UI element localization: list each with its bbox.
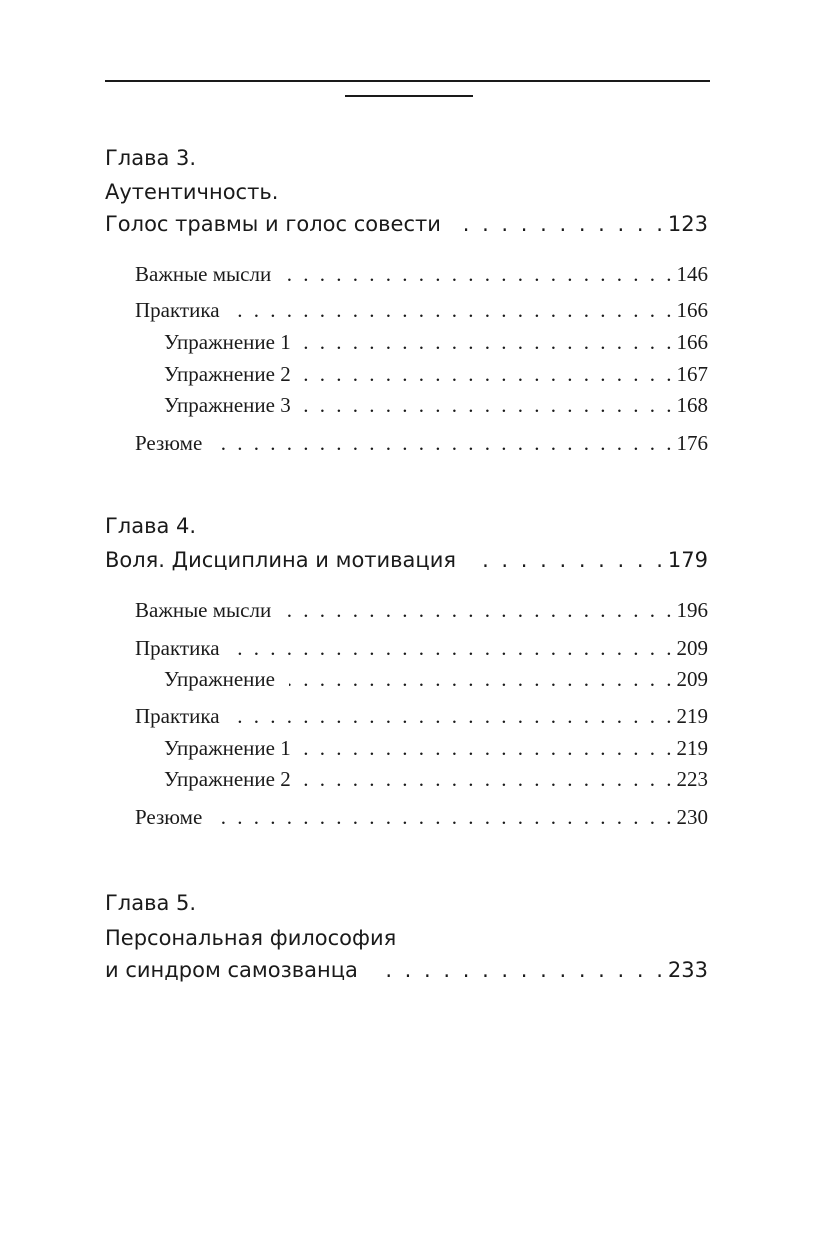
page-number: 167 — [676, 362, 708, 386]
page-number: 230 — [676, 805, 708, 829]
leader-dots — [216, 431, 674, 456]
toc-entry[interactable] — [105, 362, 708, 392]
leader-dots — [216, 805, 674, 830]
chapter-title-text: Воля. Дисциплина и мотивация — [105, 548, 456, 572]
page-number: 209 — [676, 667, 708, 691]
toc-entry-text: Упражнение 1 — [164, 330, 291, 354]
leader-dots — [297, 736, 675, 761]
leader-dots — [455, 212, 666, 236]
page-number: 176 — [676, 431, 708, 455]
header-rule — [105, 80, 710, 82]
toc-entry-text: Упражнение 3 — [164, 393, 291, 417]
chapter-5-label — [105, 891, 708, 921]
toc-entry[interactable] — [105, 393, 708, 423]
toc-entry[interactable] — [105, 262, 708, 292]
header-short-rule — [345, 95, 473, 97]
leader-dots — [289, 667, 675, 692]
toc-entry-text: Важные мысли — [135, 262, 272, 286]
page-number: 223 — [676, 767, 708, 791]
page-number: 123 — [667, 212, 708, 236]
page-number: 166 — [676, 298, 708, 322]
chapter-title-text: и синдром самозванца — [105, 958, 358, 982]
toc-entry[interactable] — [105, 704, 708, 734]
leader-dots — [297, 393, 675, 418]
page-number: 146 — [676, 262, 708, 286]
leader-dots — [297, 330, 675, 355]
toc-entry-text: Резюме — [135, 805, 203, 829]
toc-entry[interactable] — [105, 636, 708, 666]
toc-entry-chapter-5[interactable] — [105, 958, 708, 988]
leader-dots — [297, 767, 675, 792]
leader-dots — [226, 298, 675, 323]
chapter-4-label — [105, 514, 708, 544]
toc-entry-text: Практика — [135, 298, 220, 322]
toc-entry[interactable] — [105, 736, 708, 766]
toc-entry-chapter-4[interactable] — [105, 548, 708, 578]
chapter-title-text: Аутентичность. — [105, 180, 279, 204]
page-number: 166 — [676, 330, 708, 354]
chapter-title-text: Персональная философия — [105, 926, 397, 950]
toc-entry-text: Упражнение — [164, 667, 275, 691]
leader-dots — [470, 548, 666, 572]
page-number: 168 — [676, 393, 708, 417]
leader-dots — [372, 958, 666, 982]
toc-entry[interactable] — [105, 667, 708, 697]
chapter-label-text: Глава 5. — [105, 891, 197, 915]
leader-dots — [277, 262, 674, 287]
chapter-label-text: Глава 3. — [105, 146, 197, 170]
toc-entry-chapter-3[interactable] — [105, 212, 708, 242]
page-number: 179 — [667, 548, 708, 572]
page-number: 209 — [676, 636, 708, 660]
toc-entry-text: Важные мысли — [135, 598, 272, 622]
toc-entry[interactable] — [105, 330, 708, 360]
page-number: 219 — [676, 704, 708, 728]
toc-entry[interactable] — [105, 805, 708, 835]
chapter-5-title-line1 — [105, 926, 708, 956]
page-number: 196 — [676, 598, 708, 622]
leader-dots — [277, 598, 674, 623]
page-number: 233 — [667, 958, 708, 982]
page-number: 219 — [676, 736, 708, 760]
chapter-3-label — [105, 146, 708, 176]
chapter-title-text: Голос травмы и голос совести — [105, 212, 441, 236]
chapter-3-title-line1 — [105, 180, 708, 210]
chapter-label-text: Глава 4. — [105, 514, 197, 538]
toc-entry-text: Упражнение 2 — [164, 767, 291, 791]
toc-entry[interactable] — [105, 298, 708, 328]
toc-entry-text: Практика — [135, 704, 220, 728]
leader-dots — [226, 704, 675, 729]
toc-entry[interactable] — [105, 431, 708, 461]
toc-entry[interactable] — [105, 598, 708, 628]
toc-entry-text: Резюме — [135, 431, 203, 455]
leader-dots — [226, 636, 675, 661]
toc-entry-text: Практика — [135, 636, 220, 660]
leader-dots — [297, 362, 675, 387]
toc-entry[interactable] — [105, 767, 708, 797]
toc-entry-text: Упражнение 2 — [164, 362, 291, 386]
toc-entry-text: Упражнение 1 — [164, 736, 291, 760]
